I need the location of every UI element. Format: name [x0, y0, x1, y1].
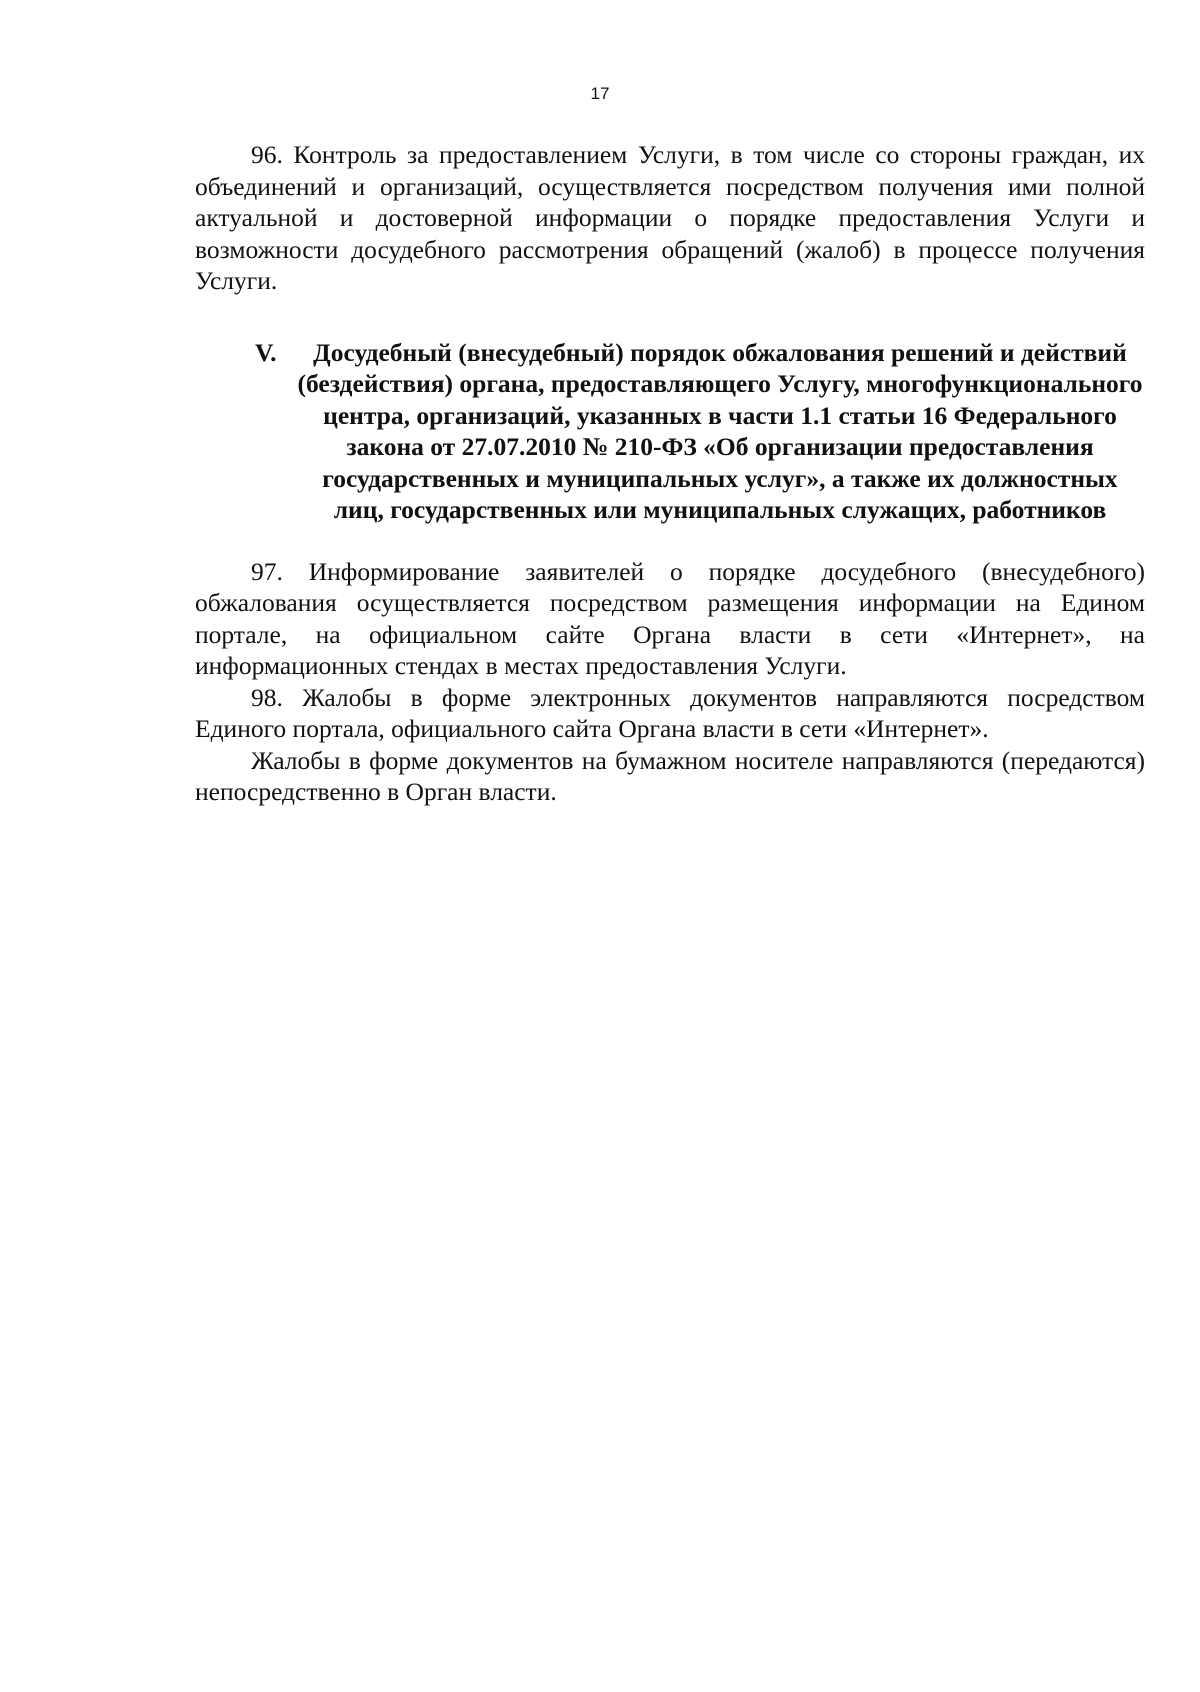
paragraph-96: 96. Контроль за предоставлением Услуги, в том числе со стороны граждан, их объединений и организаций, осуществляется посредством получения ими полной актуальной и достоверной информации о порядке предоставления Услуги и возможности досудебного рассмотрения обращений (жалоб) в процессе получения Услуги. [195, 140, 1145, 295]
page-number: 17 [590, 84, 610, 103]
section-title: Досудебный (внесудебный) порядок обжалования решений и действий (бездействия) органа, предоставляющего Услугу, многофункционального центра, организаций, указанных в части 1.1 статьи 16 Федерального закона от 27.07.2010 № 210-ФЗ «Об организации предоставления государственных и муниципальных услуг», а также их должностных лиц, государственных или муниципальных служащих, работников [297, 337, 1143, 524]
section-heading [195, 337, 1145, 526]
paragraph-98: 98. Жалобы в форме электронных документов направляются посредством Единого портала, официального сайта Органа власти в сети «Интернет». [195, 682, 1145, 743]
document-body [195, 139, 1145, 808]
paragraph-98-continued: Жалобы в форме документов на бумажном носителе направляются (передаются) непосредственно в Орган власти. [195, 745, 1145, 806]
section-number: V. [255, 337, 277, 367]
paragraph-97: 97. Информирование заявителей о порядке досудебного (внесудебного) обжалования осуществляется посредством размещения информации на Едином портале, на официальном сайте Органа власти в сети «Интернет», на информационных стендах в местах предоставления Услуги. [195, 556, 1145, 680]
spacer [195, 526, 1145, 556]
